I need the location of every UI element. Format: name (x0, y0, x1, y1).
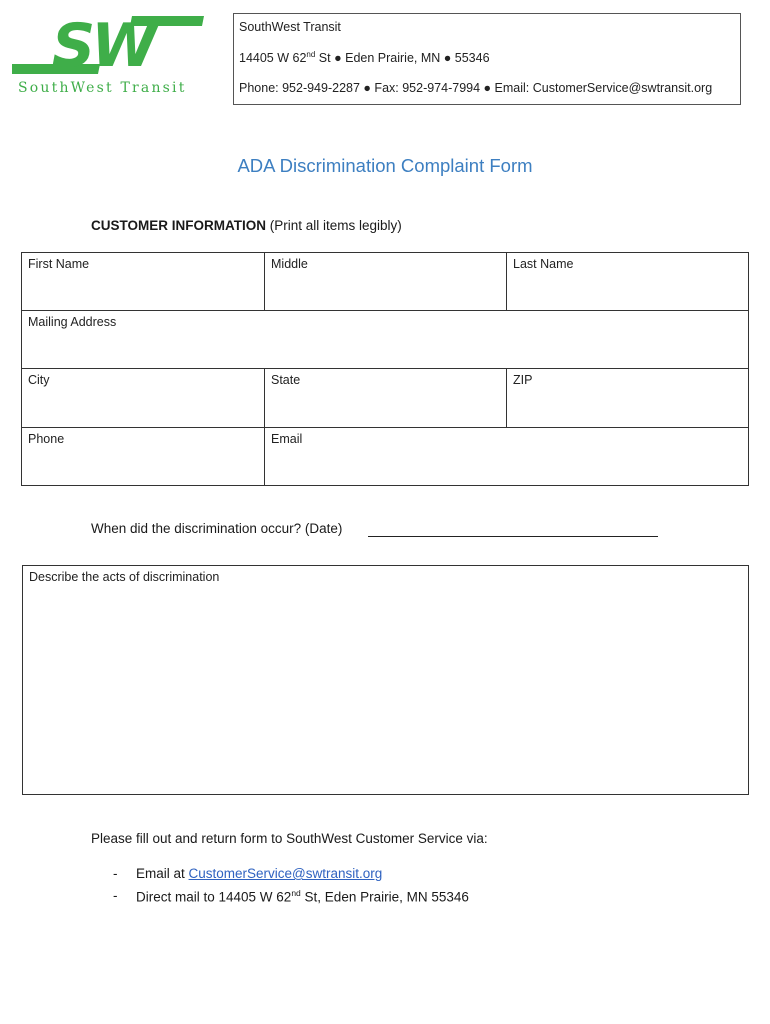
mail-option: Direct mail to 14405 W 62nd St, Eden Prairie, MN 55346 (136, 888, 469, 905)
logo-caption: SouthWest Transit (18, 80, 187, 96)
first-name-field[interactable] (22, 253, 265, 311)
last-name-field[interactable] (507, 253, 748, 311)
org-name: SouthWest Transit (239, 20, 341, 34)
last-name-label: Last Name (513, 257, 574, 271)
svg-text:SW: SW (52, 14, 154, 78)
bullet-marker: - (113, 866, 118, 881)
sw-logo-mark (12, 14, 206, 78)
org-phone-fax-email: Phone: 952-949-2287 ● Fax: 952-974-7994 ● Email: CustomerService@swtransit.org (239, 81, 713, 95)
state-field[interactable] (265, 369, 507, 428)
email-label: Email (271, 432, 303, 446)
describe-discrimination-field[interactable] (22, 565, 749, 795)
contact-box (233, 13, 741, 105)
email-option: Email at CustomerService@swtransit.org (136, 866, 383, 881)
city-label: City (28, 373, 50, 387)
phone-field[interactable] (22, 428, 265, 485)
bullet-marker: - (113, 888, 118, 903)
state-label: State (271, 373, 301, 387)
return-instructions: Please fill out and return form to SouthWest Customer Service via: (91, 831, 488, 846)
customer-service-email-link[interactable]: CustomerService@swtransit.org (188, 866, 383, 881)
section-label: CUSTOMER INFORMATION (Print all items legibly) (91, 218, 402, 233)
zip-label: ZIP (513, 373, 533, 387)
mailing-address-field[interactable] (22, 311, 748, 369)
describe-label: Describe the acts of discrimination (29, 570, 220, 584)
email-field[interactable] (265, 428, 748, 485)
middle-name-label: Middle (271, 257, 308, 271)
zip-field[interactable] (507, 369, 748, 428)
mailing-address-label: Mailing Address (28, 315, 117, 329)
first-name-label: First Name (28, 257, 90, 271)
southwest-transit-logo (12, 14, 206, 98)
customer-info-table (21, 252, 749, 486)
org-address: 14405 W 62nd St ● Eden Prairie, MN ● 55346 (239, 50, 490, 66)
form-title: ADA Discrimination Complaint Form (237, 155, 533, 176)
date-question: When did the discrimination occur? (Date) (91, 521, 343, 536)
city-field[interactable] (22, 369, 265, 428)
phone-label: Phone (28, 432, 65, 446)
date-input-line[interactable] (368, 536, 658, 537)
middle-name-field[interactable] (265, 253, 507, 311)
